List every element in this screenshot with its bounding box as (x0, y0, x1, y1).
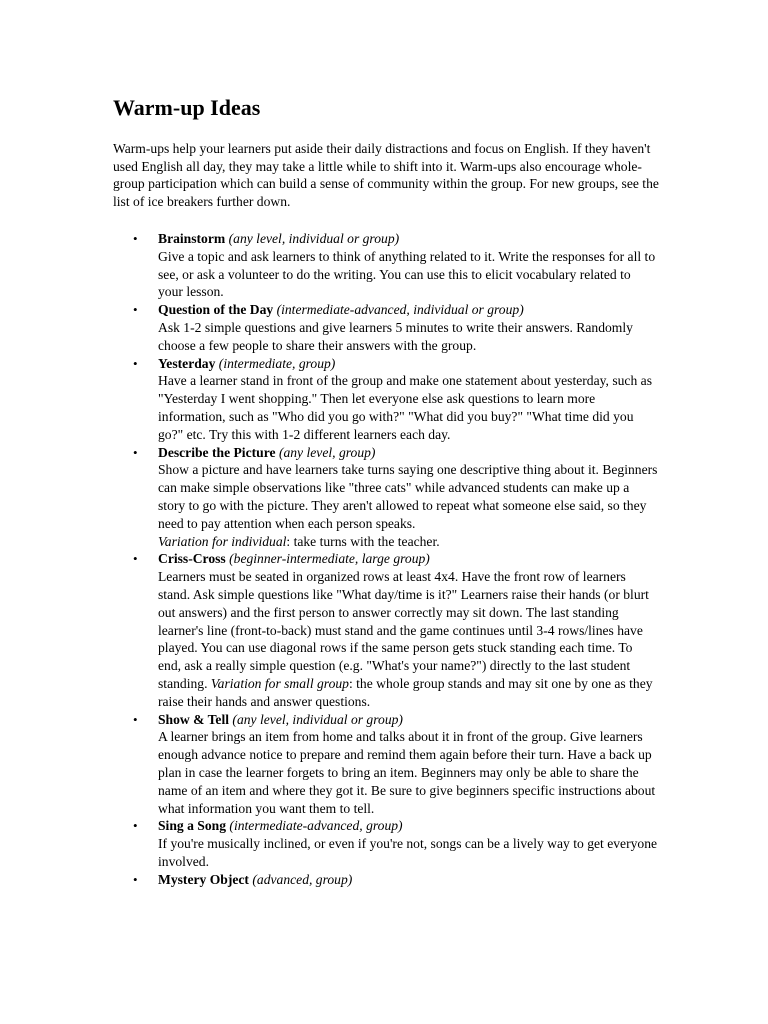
item-meta: (any level, individual or group) (232, 711, 403, 727)
bullet-icon: • (133, 551, 138, 567)
item-description: Learners must be seated in organized rows at least 4x4. Have the front row of learners stand. Ask simple questions like "What day/time is it?" Learners raise their hands (or blurt out answers) and the first person to answer correctly may sit down. The last standing learner's line (front-to-back) must stand and the game continues until 3-4 rows/lines have played. You can use diagonal rows if the same person gets stuck standing each time. To end, ask a really simple question (e.g. "What's your name?") directly to the last student standing. (158, 569, 649, 691)
item-meta: (intermediate-advanced, individual or group) (276, 302, 524, 318)
list-item (113, 444, 658, 551)
item-description: Ask 1-2 simple questions and give learners 5 minutes to write their answers. Randomly choose a few people to share their answers with the group. (158, 319, 633, 353)
item-name: Criss-Cross (158, 551, 226, 567)
item-meta: (intermediate, group) (218, 355, 336, 371)
intro-paragraph: Warm-ups help your learners put aside their daily distractions and focus on English. If they haven't used English all day, they may take a little while to shift into it. Warm-ups also encourage whole-group participation which can build a sense of community within the group. For new groups, see the list of ice breakers further down. (113, 141, 659, 209)
item-name: Show & Tell (158, 711, 230, 727)
bullet-icon: • (133, 231, 138, 246)
item-description: Show a picture and have learners take turns saying one descriptive thing about it. Beginners can make simple observations like "three cats" while advanced students can make up a story to go with the picture. They aren't allowed to repeat what someone else said, so they need to pay attention when each person speaks. (158, 462, 658, 531)
item-name: Mystery Object (158, 871, 249, 887)
variation-text: : the whole group stands and may sit one by one as they raise their hands and answer questions. (158, 675, 653, 709)
item-meta: (advanced, group) (252, 871, 353, 887)
item-meta: (intermediate-advanced, group) (229, 818, 403, 834)
list-item (113, 871, 658, 889)
item-description: If you're musically inclined, or even if you're not, songs can be a lively way to get everyone involved. (158, 836, 658, 869)
warm-up-list (113, 230, 658, 888)
item-meta: (beginner-intermediate, large group) (229, 551, 430, 567)
variation-label: Variation for small group (210, 675, 349, 691)
item-description: Have a learner stand in front of the group and make one statement about yesterday, such as "Yesterday I went shopping." Then let everyone else ask questions to learn more information, such as "Who did you go with?" "What did you buy?" "What time did you go?" etc. Try this with 1-2 different learners each day. (158, 373, 652, 442)
variation-label: Variation for individual (158, 533, 287, 549)
item-name: Yesterday (158, 355, 216, 371)
item-meta: (any level, group) (278, 444, 376, 460)
item-name: Describe the Picture (158, 444, 276, 460)
bullet-icon: • (133, 871, 138, 887)
variation-text: : take turns with the teacher. (286, 533, 440, 549)
list-item (113, 355, 658, 444)
bullet-icon: • (133, 818, 138, 834)
list-item (113, 230, 658, 301)
item-name: Sing a Song (158, 818, 227, 834)
list-item (113, 550, 658, 710)
item-name: Question of the Day (158, 302, 274, 318)
item-meta: (any level, individual or group) (228, 231, 400, 246)
bullet-icon: • (133, 302, 138, 318)
item-description: Give a topic and ask learners to think of anything related to it. Write the responses for all to see, or ask a volunteer to do the writing. You can use this to elicit vocabulary related to your lesson. (158, 248, 656, 300)
list-item (113, 817, 658, 870)
list-item (113, 301, 658, 354)
item-name: Brainstorm (158, 231, 226, 246)
bullet-icon: • (133, 711, 138, 727)
item-description: A learner brings an item from home and talks about it in front of the group. Give learners enough advance notice to prepare and remind them again before their turn. Have a back up plan in case the learner forgets to bring an item. Beginners may only be able to share the name of an item and where they got it. Be sure to give beginners specific instructions about what information you want them to tell. (158, 729, 656, 816)
bullet-icon: • (133, 444, 138, 460)
page-title: Warm-up Ideas (113, 95, 261, 120)
bullet-icon: • (133, 355, 138, 371)
list-item (113, 711, 658, 818)
